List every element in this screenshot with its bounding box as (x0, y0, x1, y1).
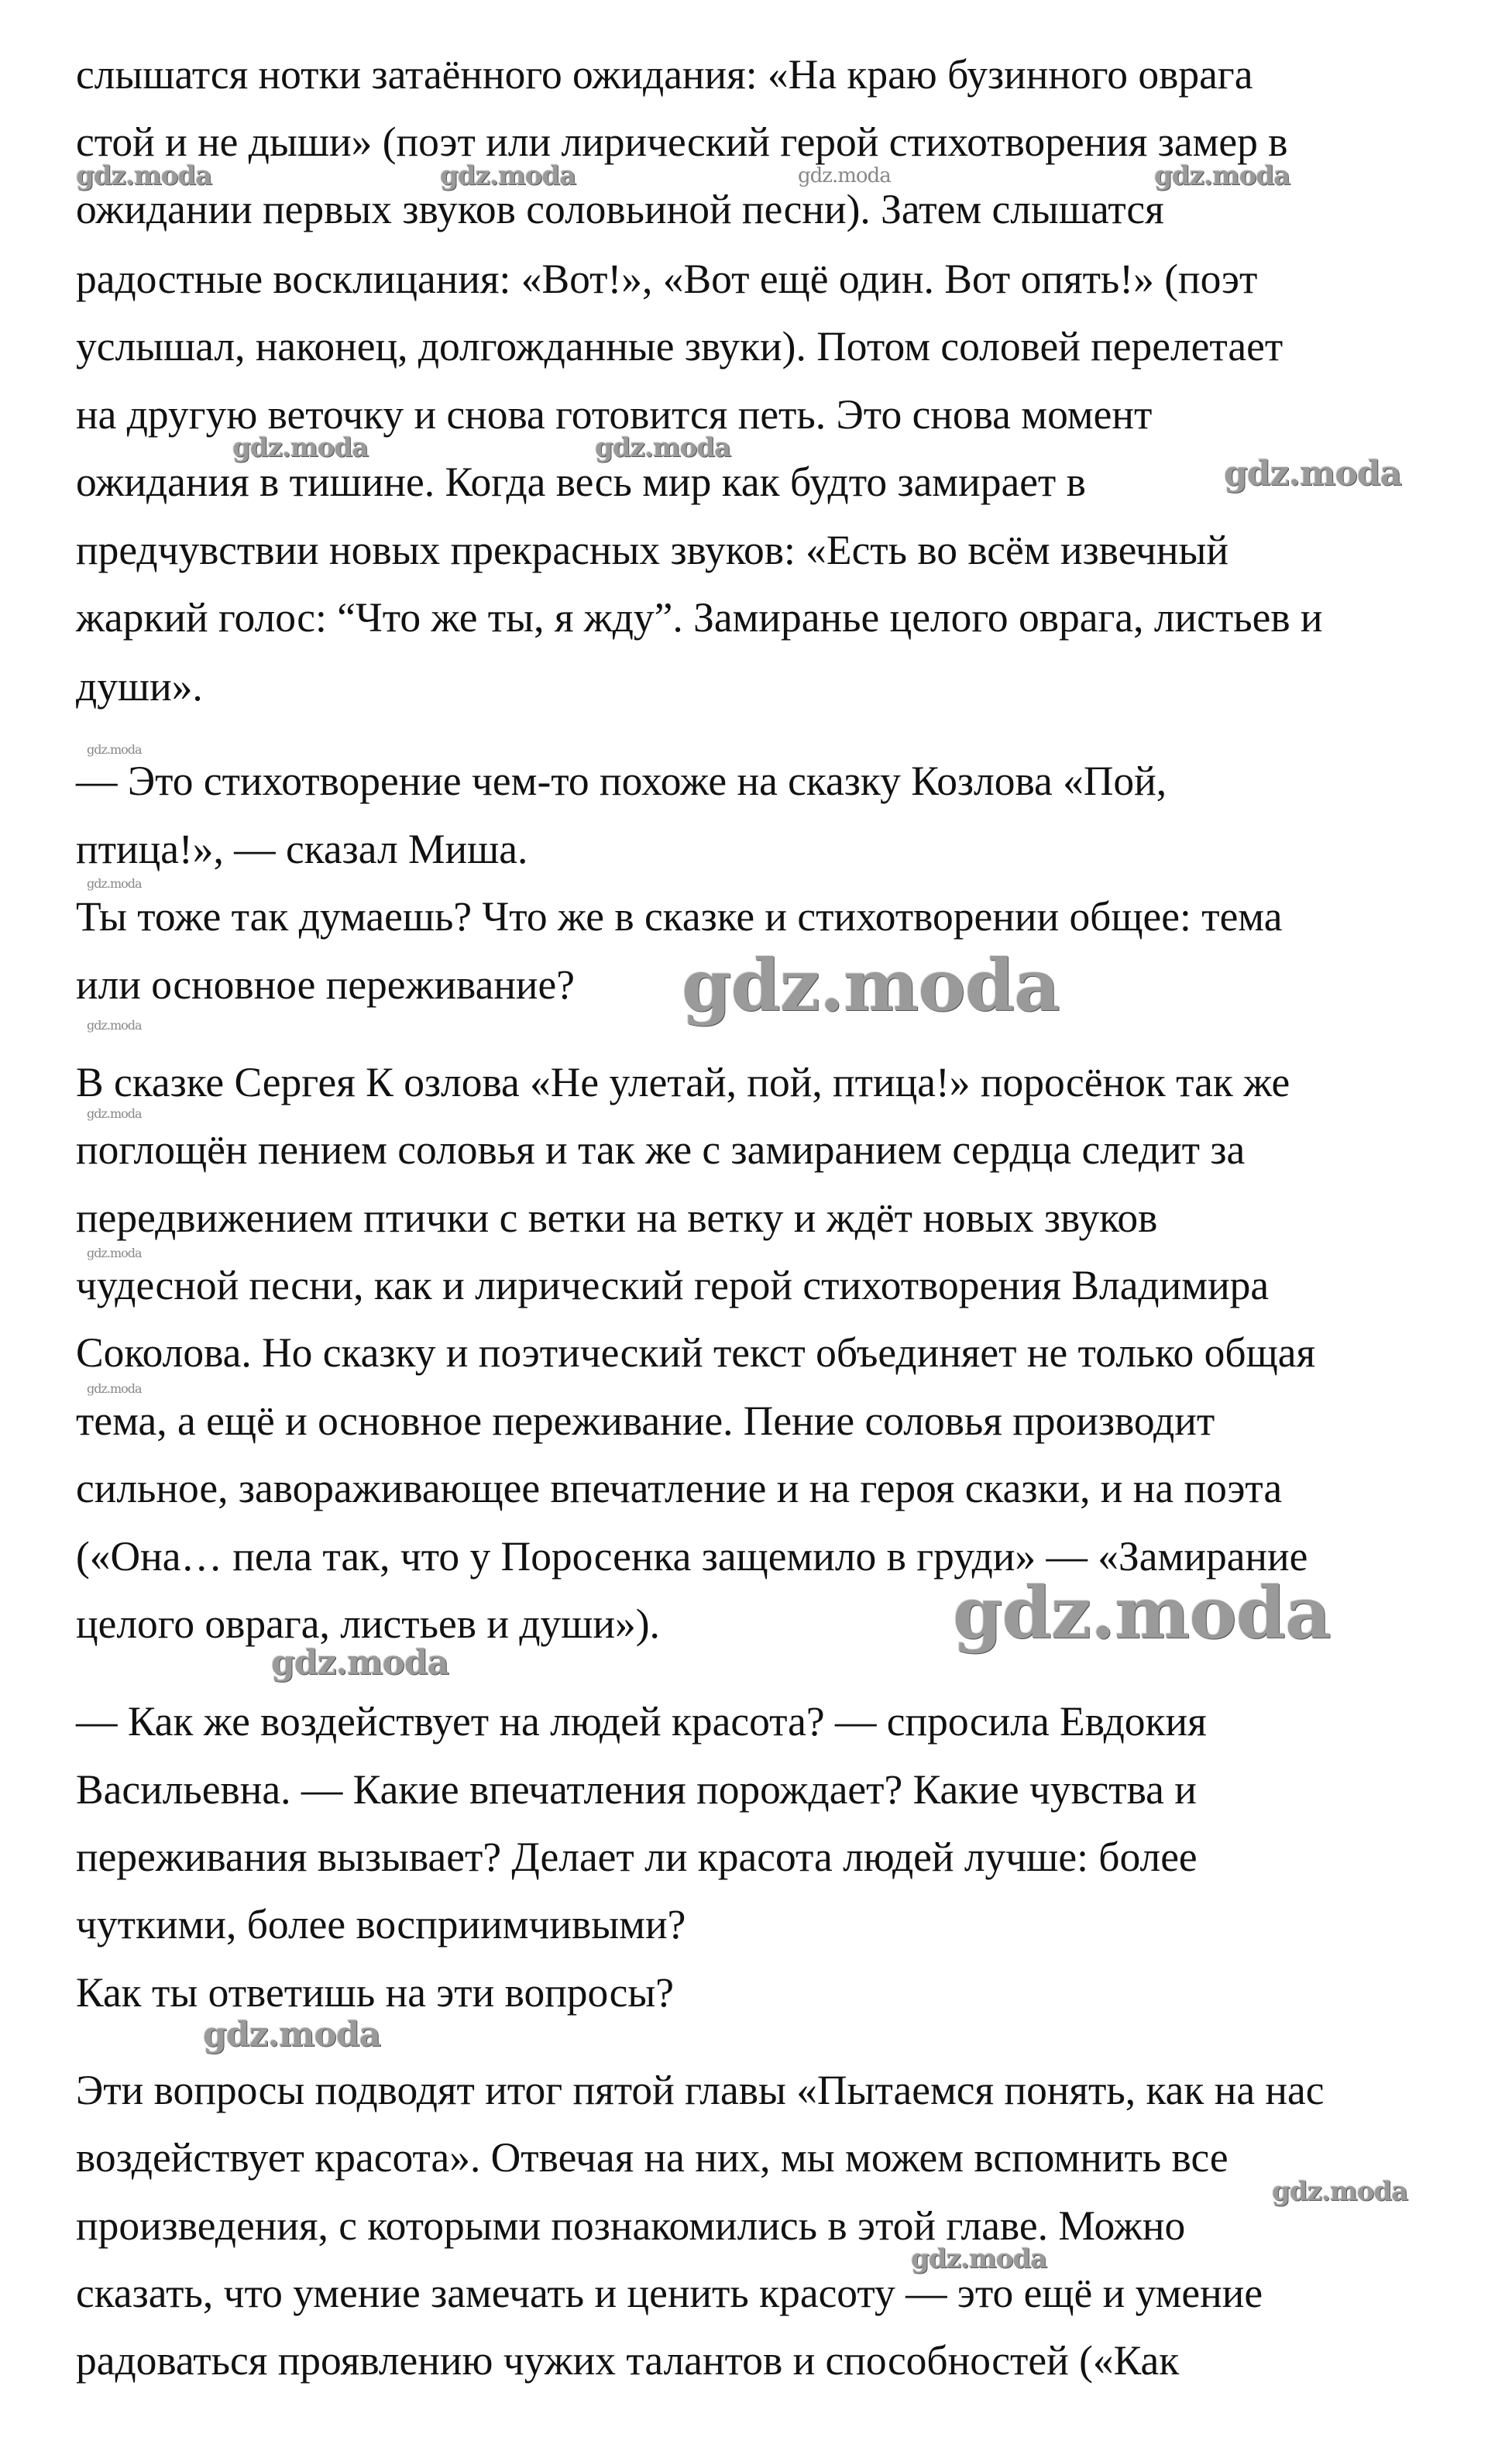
text-line: жаркий голос: “Что же ты, я жду”. Замиранье целого оврага, листьев и (76, 594, 1323, 641)
text-line: предчувствии новых прекрасных звуков: «Есть во всём извечный (76, 527, 1229, 573)
text-line: Васильевна. — Какие впечатления порождает? Какие чувства и (76, 1766, 1197, 1813)
watermark: gdz.moda (87, 876, 142, 891)
watermark: gdz.moda (271, 1643, 449, 1683)
text-line: или основное переживание? (76, 961, 576, 1008)
watermark: gdz.moda (203, 2015, 381, 2054)
watermark: gdz.moda (87, 1106, 142, 1121)
text-line: В сказке Сергея К озлова «Не улетай, пой, птица!» поросёнок так же (76, 1059, 1290, 1105)
text-line: произведения, с которыми познакомились в этой главе. Можно (76, 2202, 1186, 2249)
text-line: тема, а ещё и основное переживание. Пение соловья производит (76, 1397, 1215, 1444)
text-line: радостные восклицания: «Вот!», «Вот ещё один. Вот опять!» (поэт (76, 256, 1258, 302)
text-line: Эти вопросы подводят итог пятой главы «Пытаемся понять, как на нас (76, 2067, 1325, 2113)
watermark: gdz.moda (87, 1381, 142, 1396)
text-line: («Она… пела так, что у Поросенка защемило в груди» — «Замирание (76, 1533, 1308, 1580)
watermark: gdz.moda (798, 164, 891, 187)
text-line: — Как же воздействует на людей красота? — спросила Евдокия (76, 1698, 1207, 1745)
watermark: gdz.moda (595, 432, 731, 463)
text-line: услышал, наконец, долгожданные звуки). Потом соловей перелетает (76, 323, 1283, 370)
text-line: ожидании первых звуков соловьиной песни). Затем слышатся (76, 186, 1164, 232)
text-line: птица!», — сказал Миша. (76, 826, 528, 872)
text-line: сильное, завораживающее впечатление и на героя сказки, и на поэта (76, 1465, 1283, 1511)
text-line: слышатся нотки затаённого ожидания: «На краю бузинного оврага (76, 51, 1253, 98)
text-line: передвижением птички с ветки на ветку и ждёт новых звуков (76, 1195, 1158, 1241)
text-line: Ты тоже так думаешь? Что же в сказке и стихотворении общее: тема (76, 893, 1283, 940)
text-line: Как ты ответишь на эти вопросы? (76, 1969, 674, 2016)
text-line: стой и не дыши» (поэт или лирический герой стихотворения замер в (76, 119, 1288, 165)
text-line: поглощён пением соловья и так же с замиранием сердца следит за (76, 1126, 1246, 1173)
text-line: целого оврага, листьев и души»). (76, 1600, 660, 1647)
text-line: Соколова. Но сказку и поэтический текст объединяет не только общая (76, 1329, 1316, 1376)
text-line: на другую веточку и снова готовится петь. Это снова момент (76, 391, 1153, 438)
watermark: gdz.moda (76, 160, 212, 191)
text-line: — Это стихотворение чем-то похоже на сказку Козлова «Пой, (76, 758, 1167, 804)
text-line: ожидания в тишине. Когда весь мир как будто замирает в (76, 459, 1086, 505)
text-line: чуткими, более восприимчивыми? (76, 1901, 686, 1947)
watermark: gdz.moda (1272, 2176, 1408, 2207)
text-line: переживания вызывает? Делает ли красота людей лучше: более (76, 1834, 1198, 1880)
text-line: души». (76, 663, 203, 710)
watermark: gdz.moda (87, 742, 142, 757)
text-line: воздействует красота». Отвечая на них, мы можем вспомнить все (76, 2134, 1228, 2181)
watermark: gdz.moda (440, 160, 576, 191)
watermark: gdz.moda (87, 1246, 142, 1260)
watermark: gdz.moda (1224, 454, 1402, 493)
watermark: gdz.moda (953, 1571, 1331, 1655)
watermark: gdz.moda (911, 2243, 1047, 2274)
text-line: радоваться проявлению чужих талантов и способностей («Как (76, 2337, 1180, 2384)
watermark: gdz.moda (232, 432, 369, 463)
watermark: gdz.moda (1154, 160, 1290, 191)
watermark: gdz.moda (87, 1018, 142, 1033)
text-line: чудесной песни, как и лирический герой стихотворения Владимира (76, 1262, 1270, 1308)
text-line: сказать, что умение замечать и ценить красоту — это ещё и умение (76, 2270, 1263, 2316)
watermark: gdz.moda (682, 944, 1060, 1027)
